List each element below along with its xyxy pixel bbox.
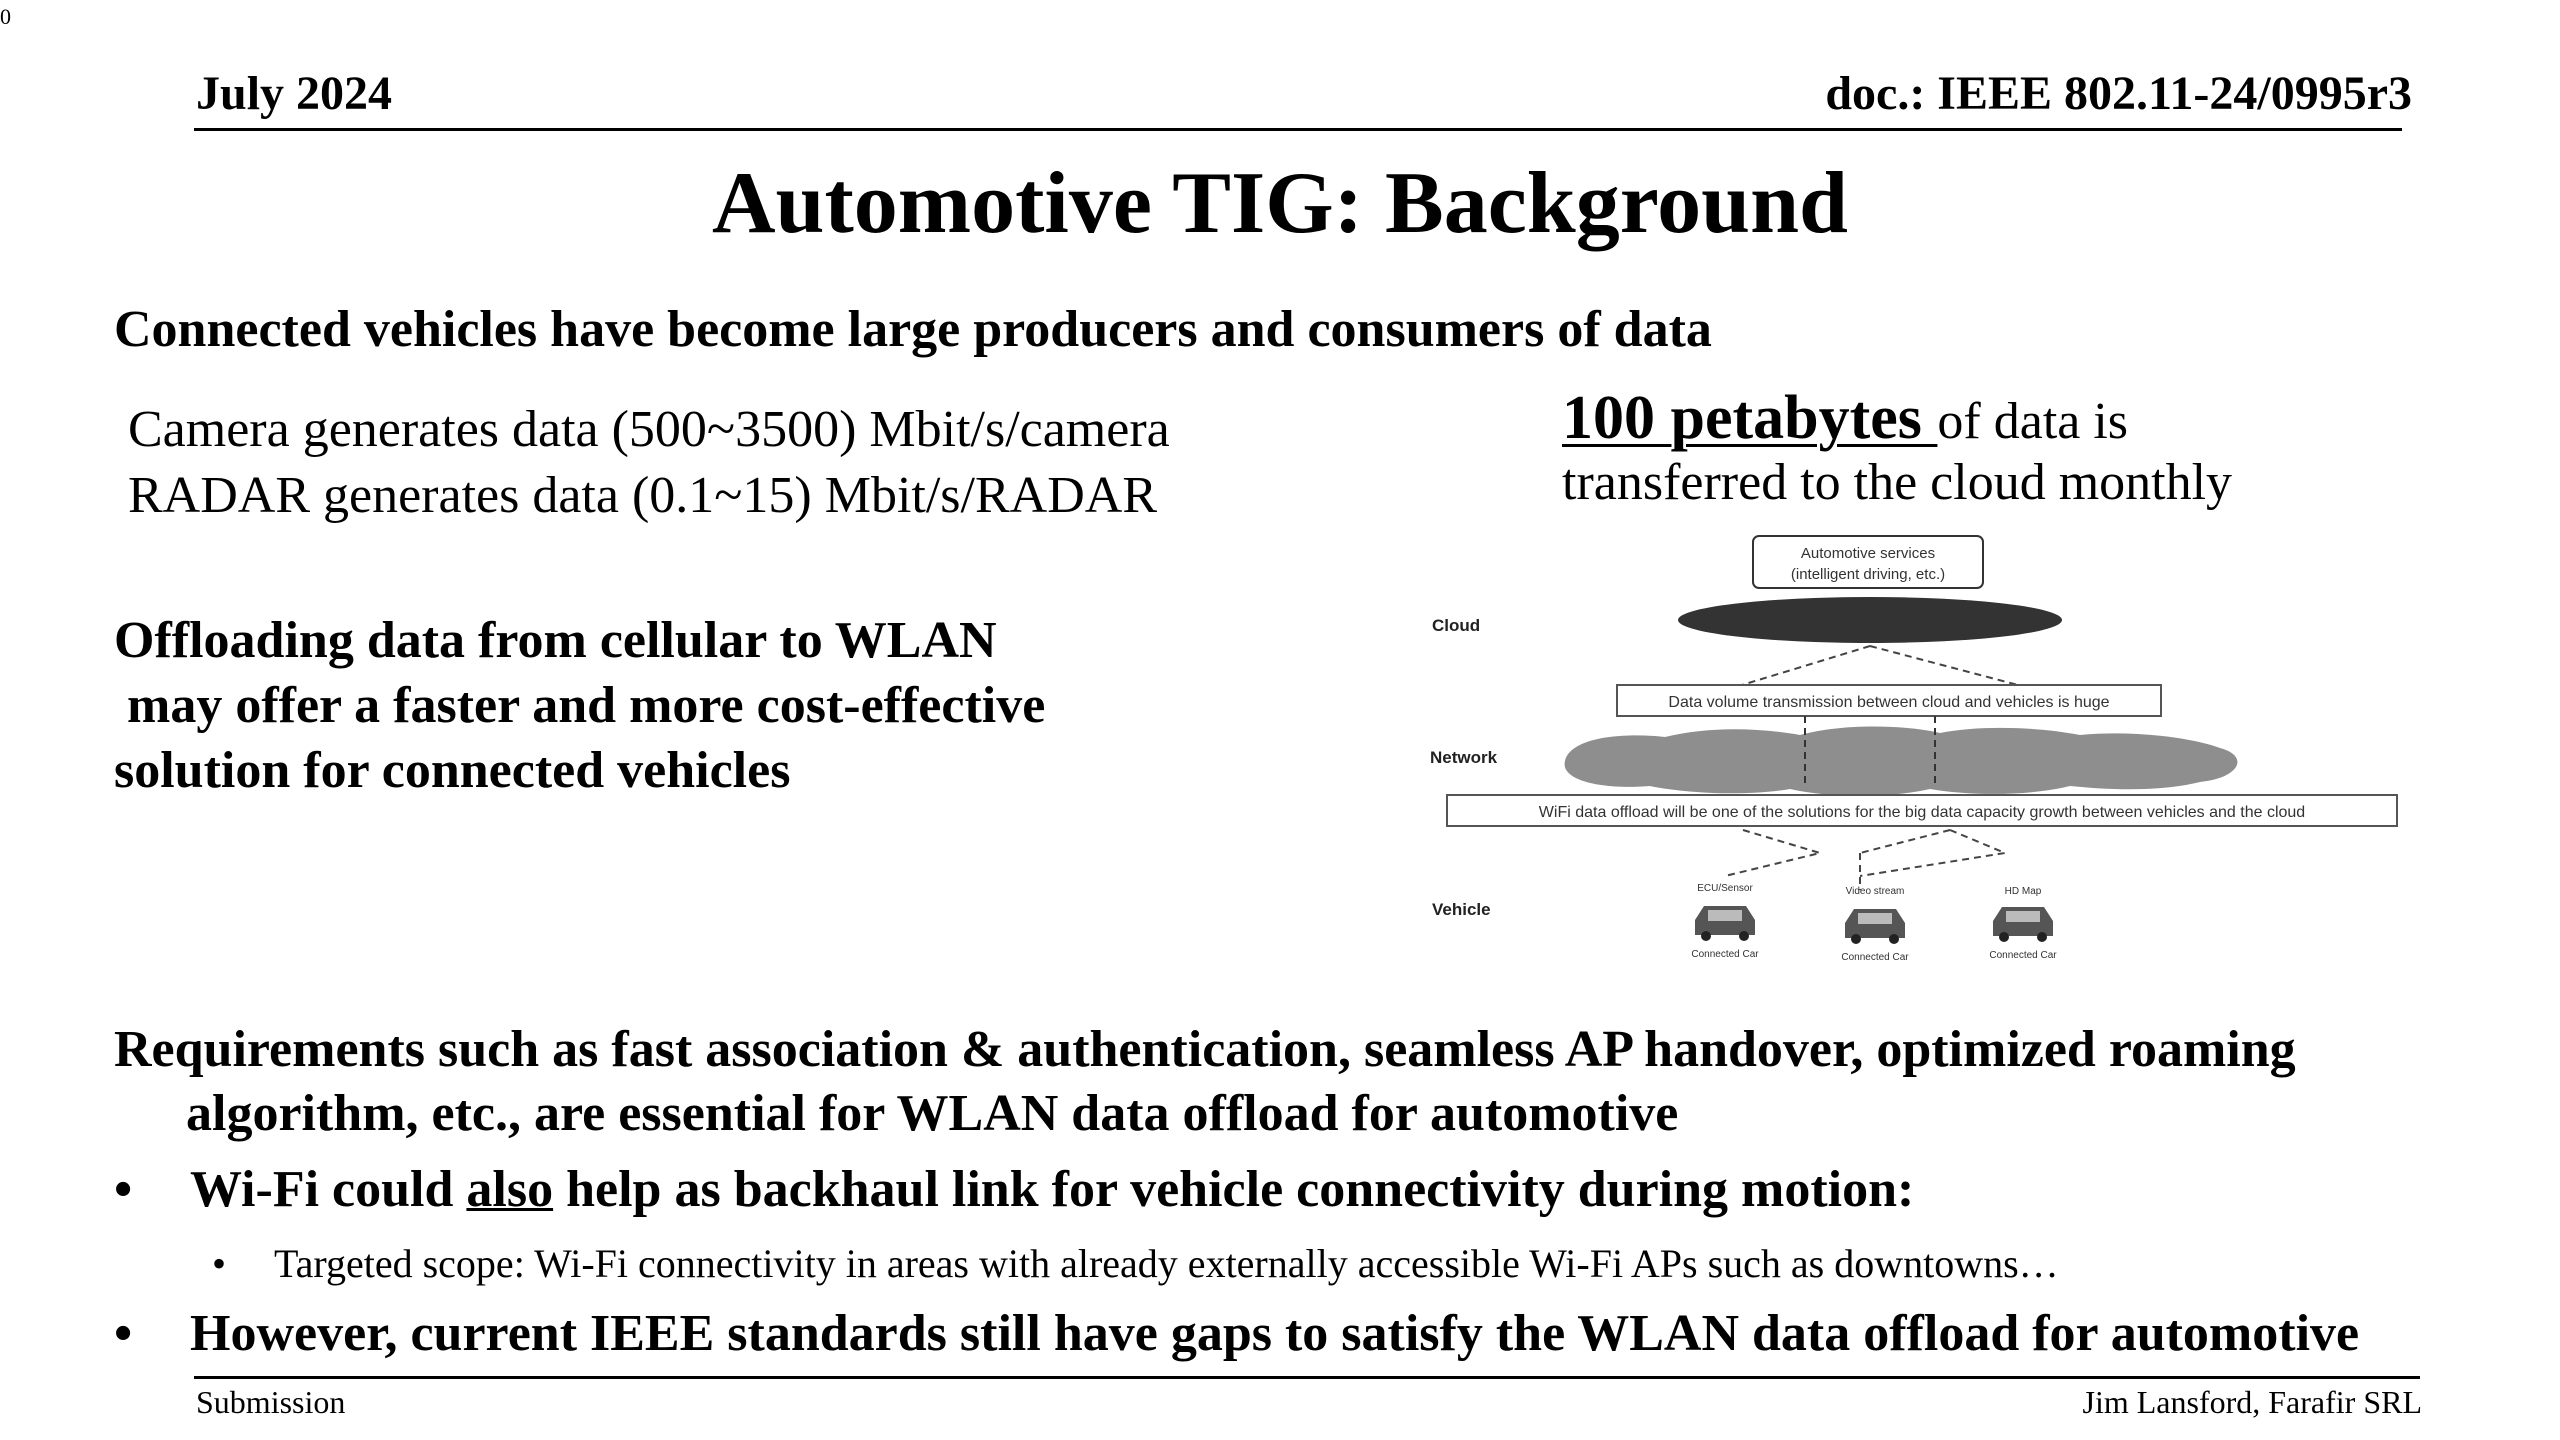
requirements-line-1: Requirements such as fast association & authentication, seamless AP handover, optimized roaming xyxy=(114,1021,2296,1078)
car-top-label: ECU/Sensor xyxy=(1697,883,1753,894)
petabytes-highlight: 100 petabytes xyxy=(1562,384,1938,452)
footer-rule xyxy=(194,1376,2420,1379)
bullet-wifi-backhaul xyxy=(114,1161,1915,1218)
offload-box-text: WiFi data offload will be one of the solutions for the big data capacity growth between vehicles and the cloud xyxy=(1538,804,2306,821)
sub-bullet-targeted-scope xyxy=(212,1241,2059,1286)
petabytes-statement xyxy=(1562,384,2233,513)
cloud-link-lines xyxy=(1742,646,2018,685)
slide-corner-mark: 0 xyxy=(0,4,11,29)
wifi-text-pre: Wi-Fi could xyxy=(190,1161,467,1218)
offload-line-1: Offloading data from cellular to WLAN xyxy=(114,612,997,669)
requirements-paragraph xyxy=(114,1018,2434,1146)
petabytes-rest: of data is xyxy=(1937,393,2129,450)
layer-label-cloud: Cloud xyxy=(1432,616,1481,635)
camera-stat: Camera generates data (500~3500) Mbit/s/camera xyxy=(128,401,1170,458)
car-bottom-label: Connected Car xyxy=(1691,949,1759,960)
connected-car-1 xyxy=(1691,883,1759,960)
requirements-line-2: algorithm, etc., are essential for WLAN data offload for automotive xyxy=(186,1085,1679,1142)
cloud-ellipse xyxy=(1678,597,2062,643)
petabytes-line-2: transferred to the cloud monthly xyxy=(1562,454,2233,511)
radar-stat: RADAR generates data (0.1~15) Mbit/s/RADAR xyxy=(128,467,1158,524)
layer-label-network: Network xyxy=(1430,748,1498,767)
connected-car-2 xyxy=(1841,886,1909,963)
header-date: July 2024 xyxy=(196,67,393,120)
bullet-standards-gaps xyxy=(114,1305,2360,1362)
offload-line-2: may offer a faster and more cost-effective xyxy=(114,677,1046,734)
gaps-text: However, current IEEE standards still have gaps to satisfy the WLAN data offload for automotive xyxy=(190,1305,2360,1362)
offload-line-3: solution for connected vehicles xyxy=(114,742,791,799)
car-top-label: Video stream xyxy=(1845,886,1905,897)
wifi-text-post: help as backhaul link for vehicle connectivity during motion: xyxy=(553,1161,1915,1218)
bullet-dot: • xyxy=(114,1305,133,1362)
petabytes-line-1 xyxy=(1562,384,2232,452)
service-box-line-1: Automotive services xyxy=(1800,545,1936,562)
slide-title: Automotive TIG: Background xyxy=(711,155,1848,252)
layer-label-vehicle: Vehicle xyxy=(1432,900,1491,919)
service-box-line-2: (intelligent driving, etc.) xyxy=(1790,566,1946,583)
header-rule xyxy=(194,128,2402,131)
sub-bullet-dot: • xyxy=(212,1241,227,1286)
bullet-dot: • xyxy=(114,1161,133,1218)
car-bottom-label: Connected Car xyxy=(1841,952,1909,963)
connected-car-3 xyxy=(1989,886,2057,961)
sub-bullet-text: Targeted scope: Wi-Fi connectivity in areas with already externally accessible Wi-Fi APs such as downtowns… xyxy=(274,1241,2059,1286)
network-cloud xyxy=(1565,726,2238,795)
wifi-text-underlined: also xyxy=(466,1161,554,1218)
footer-author: Jim Lansford, Farafir SRL xyxy=(2082,1384,2422,1420)
footer-submission: Submission xyxy=(196,1384,346,1420)
subheading: Connected vehicles have become large producers and consumers of data xyxy=(114,301,1712,358)
vehicle-link-lines xyxy=(1725,830,2005,890)
volume-box-text: Data volume transmission between cloud and vehicles is huge xyxy=(1668,694,2110,711)
offload-statement xyxy=(114,608,1045,803)
offload-architecture-diagram xyxy=(1420,530,2420,980)
header-doc-id: doc.: IEEE 802.11-24/0995r3 xyxy=(1825,67,2412,120)
car-bottom-label: Connected Car xyxy=(1989,950,2057,961)
car-top-label: HD Map xyxy=(2004,886,2042,897)
